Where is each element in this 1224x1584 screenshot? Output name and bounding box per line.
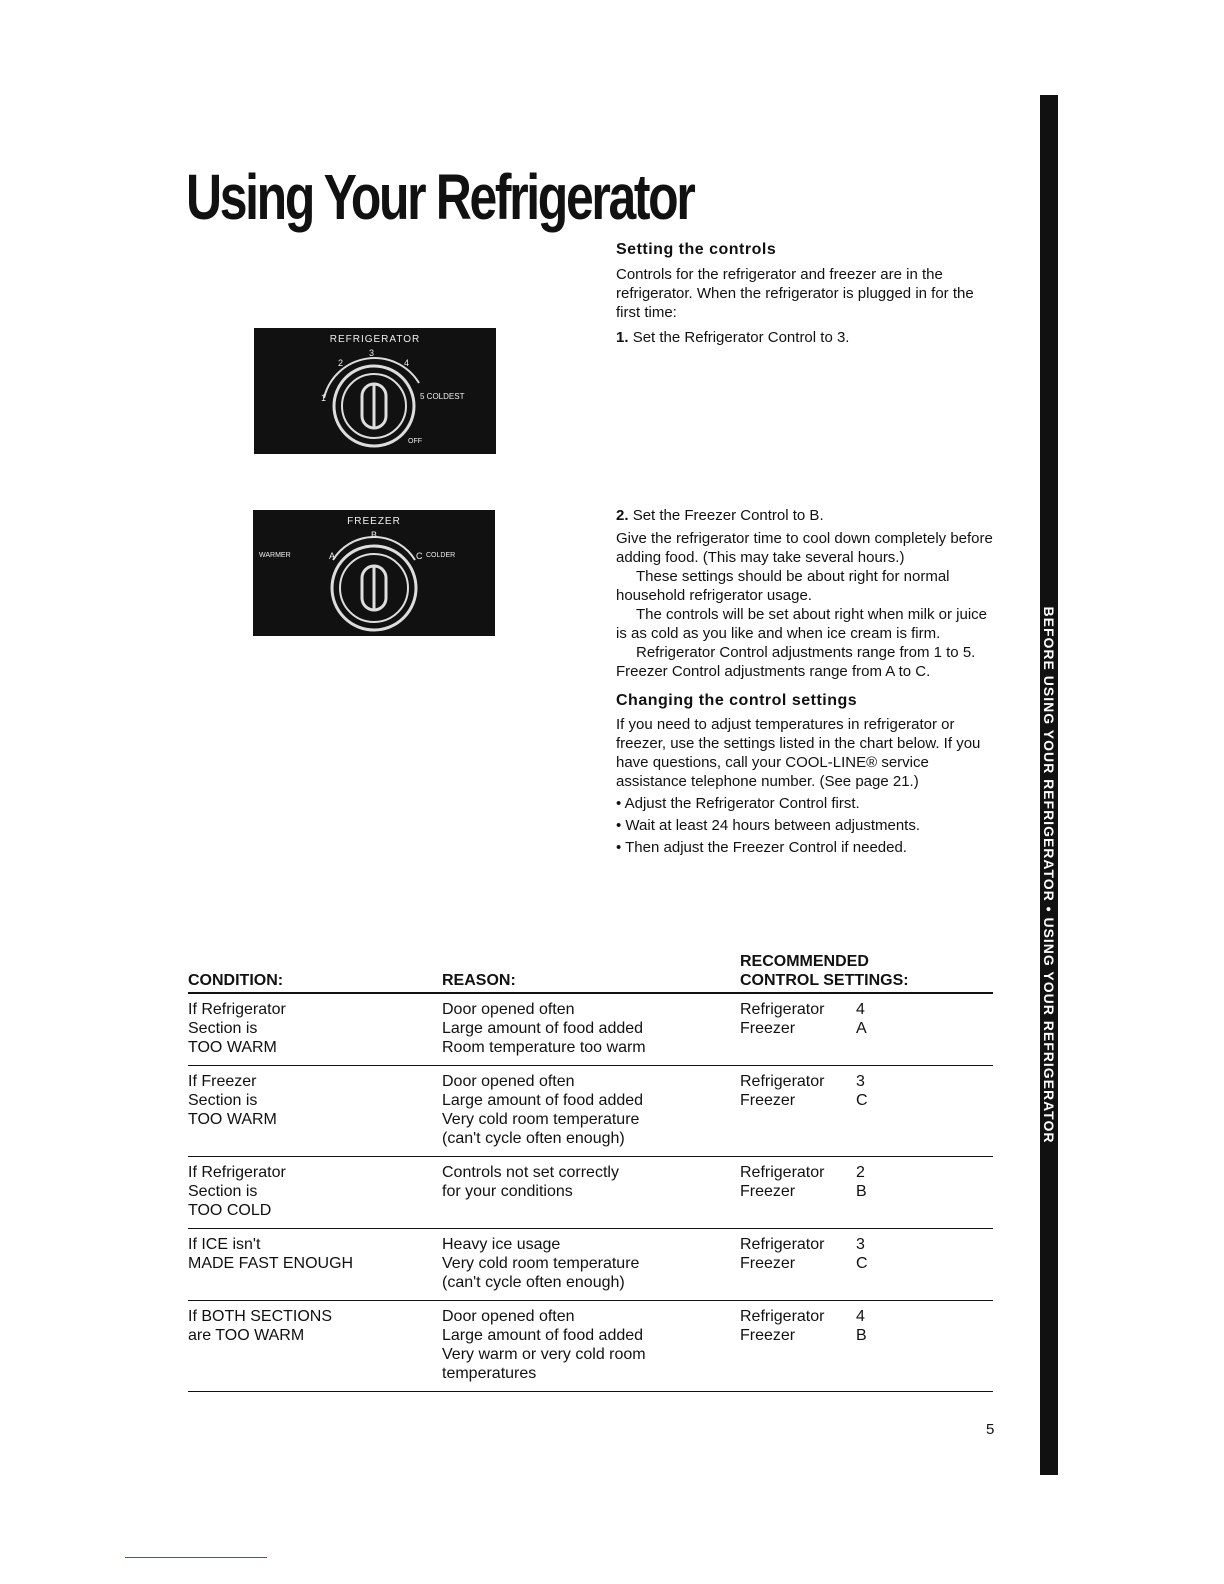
refrigerator-label: Refrigerator (740, 1164, 825, 1181)
setting-paragraph-3: The controls will be set about right when milk or juice is as cold as you like and when ice cream is firm. (616, 606, 987, 642)
condition-cell: If Freezer Section is TOO WARM (188, 1066, 442, 1157)
freezer-label: Freezer (740, 1327, 796, 1344)
changing-bullet: • Then adjust the Freezer Control if needed. (616, 839, 907, 856)
setting-section (616, 240, 1001, 347)
refrigerator-setting: 3 (856, 1073, 865, 1090)
refrigerator-setting: 2 (856, 1164, 865, 1181)
sidebar-text: BEFORE USING YOUR REFRIGERATOR • USING YOUR REFRIGERATOR (1041, 606, 1057, 1144)
step2-number: 2. (616, 507, 629, 524)
refrigerator-mark-2: 2 (338, 358, 344, 368)
condition-cell: If BOTH SECTIONS are TOO WARM (188, 1301, 442, 1392)
refrigerator-label: Refrigerator (740, 1236, 825, 1253)
setting-paragraph-1: Give the refrigerator time to cool down completely before adding food. (This may take several hours.) (616, 530, 993, 566)
step2-text: Set the Freezer Control to B. (632, 507, 824, 524)
setting-paragraph-2: These settings should be about right for normal household refrigerator usage. (616, 568, 950, 604)
freezer-label: Freezer (740, 1183, 796, 1200)
settings-cell (740, 1301, 993, 1392)
reason-cell: Door opened often Large amount of food added Very warm or very cold room temperatures (442, 1301, 740, 1392)
refrigerator-dial-panel (254, 328, 496, 454)
changing-bullet: • Wait at least 24 hours between adjustments. (616, 817, 921, 834)
reason-cell: Door opened often Large amount of food added Room temperature too warm (442, 993, 740, 1066)
step1-text: Set the Refrigerator Control to 3. (632, 329, 850, 346)
refrigerator-label: Refrigerator (740, 1001, 825, 1018)
freezer-setting: C (856, 1255, 868, 1272)
changing-heading: Changing the control settings (616, 692, 858, 709)
setting-paragraph-4: Refrigerator Control adjustments range from 1 to 5. Freezer Control adjustments range from A to C. (616, 644, 976, 680)
reason-cell: Heavy ice usage Very cold room temperature (can't cycle often enough) (442, 1229, 740, 1301)
changing-bullet: • Adjust the Refrigerator Control first. (616, 795, 860, 812)
refrigerator-dial-icon (254, 328, 496, 454)
table-row (188, 1229, 993, 1301)
freezer-dial-panel (253, 510, 495, 636)
refrigerator-mark-5: 5 COLDEST (420, 392, 465, 401)
setting-section-continued (616, 506, 1001, 857)
freezer-mark-colder: COLDER (426, 552, 456, 559)
divider (125, 1557, 267, 1558)
freezer-mark-a: A (329, 551, 336, 561)
settings-table (188, 952, 993, 1392)
condition-cell: If Refrigerator Section is TOO COLD (188, 1157, 442, 1229)
freezer-label: Freezer (740, 1255, 796, 1272)
header-settings: RECOMMENDED CONTROL SETTINGS: (740, 952, 993, 993)
freezer-mark-c: C (416, 551, 423, 561)
freezer-label: Freezer (740, 1092, 796, 1109)
refrigerator-setting: 3 (856, 1236, 865, 1253)
freezer-dial-icon (253, 510, 495, 636)
refrigerator-setting: 4 (856, 1001, 865, 1018)
refrigerator-mark-3: 3 (369, 348, 375, 358)
refrigerator-label: Refrigerator (740, 1308, 825, 1325)
freezer-mark-warmer: WARMER (259, 552, 291, 559)
refrigerator-setting: 4 (856, 1308, 865, 1325)
settings-cell (740, 1157, 993, 1229)
refrigerator-dial-label: REFRIGERATOR (329, 334, 421, 345)
freezer-label: Freezer (740, 1020, 796, 1037)
freezer-setting: B (856, 1327, 867, 1344)
freezer-mark-b: B (371, 530, 378, 540)
settings-cell (740, 993, 993, 1066)
setting-heading: Setting the controls (616, 241, 777, 258)
freezer-setting: C (856, 1092, 868, 1109)
condition-cell: If ICE isn't MADE FAST ENOUGH (188, 1229, 442, 1301)
table-row (188, 1157, 993, 1229)
refrigerator-mark-1: 1 (321, 393, 327, 403)
refrigerator-mark-4: 4 (404, 358, 410, 368)
settings-cell (740, 1066, 993, 1157)
freezer-dial-label: FREEZER (347, 516, 401, 527)
header-reason: REASON: (442, 952, 740, 993)
freezer-setting: A (856, 1020, 867, 1037)
reason-cell: Controls not set correctly for your conditions (442, 1157, 740, 1229)
table-header-row (188, 952, 993, 993)
condition-cell: If Refrigerator Section is TOO WARM (188, 993, 442, 1066)
table-row (188, 993, 993, 1066)
settings-cell (740, 1229, 993, 1301)
table-row (188, 1066, 993, 1157)
table-row (188, 1301, 993, 1392)
freezer-setting: B (856, 1183, 867, 1200)
step1-number: 1. (616, 329, 629, 346)
changing-intro: If you need to adjust temperatures in refrigerator or freezer, use the settings listed in the chart below. If you have questions, call your COOL-LINE® service assistance telephone number. (See page 21.) (616, 716, 981, 790)
reason-cell: Door opened often Large amount of food added Very cold room temperature (can't cycle often enough) (442, 1066, 740, 1157)
page-number: 5 (986, 1421, 995, 1438)
page-title: Using Your Refrigerator (186, 161, 694, 233)
setting-intro: Controls for the refrigerator and freezer are in the refrigerator. When the refrigerator is plugged in for the first time: (616, 266, 974, 321)
refrigerator-mark-off: OFF (408, 438, 422, 445)
header-condition: CONDITION: (188, 952, 442, 993)
refrigerator-label: Refrigerator (740, 1073, 825, 1090)
